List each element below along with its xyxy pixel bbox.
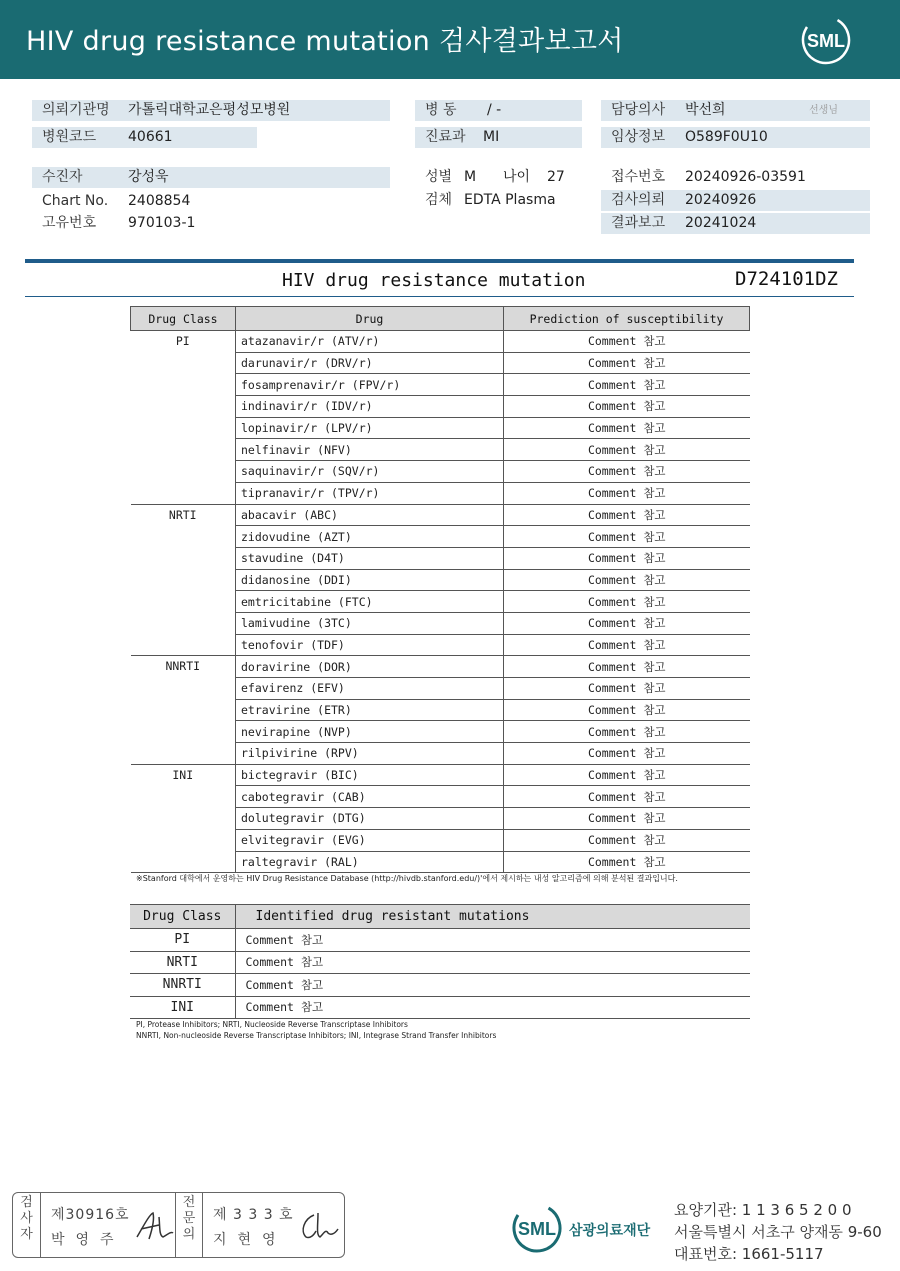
prediction-cell: Comment 참고: [504, 829, 750, 851]
request-date-label: 검사의뢰: [611, 192, 666, 208]
table-row: [131, 504, 750, 526]
drug-cell: elvitegravir (EVG): [236, 829, 504, 851]
hospital-code-field: [32, 127, 257, 148]
prediction-cell: Comment 참고: [504, 656, 750, 678]
stanford-note: ※Stanford 대학에서 운영하는 HIV Drug Resistance Database (http://hivdb.stanford.edu/)'에서 제시하는 내성 알고리즘에 의해 분석된 결과입니다.: [136, 874, 678, 883]
drug-class-cell: NRTI: [131, 504, 236, 656]
department-label: 진료과: [425, 129, 466, 145]
request-date-field: [601, 190, 870, 211]
mutation-class-cell: NRTI: [130, 951, 235, 974]
drug-cell: lopinavir/r (LPV/r): [236, 417, 504, 439]
report-code: D724101DZ: [735, 268, 838, 290]
drug-cell: indinavir/r (IDV/r): [236, 396, 504, 418]
footer-phone-line: 대표번호: 1661-5117: [674, 1245, 824, 1263]
title-rule-top: [25, 259, 854, 263]
susceptibility-table-body: [131, 331, 750, 873]
specialist-label-text: 전문의: [182, 1195, 196, 1242]
prediction-cell: Comment 참고: [504, 331, 750, 353]
drug-cell: tenofovir (TDF): [236, 634, 504, 656]
specialist-signature-icon: [296, 1207, 342, 1247]
request-date-value: 20240926: [685, 192, 757, 208]
header-logo-text: SML: [807, 31, 845, 51]
report-date-label: 결과보고: [611, 215, 666, 231]
col-header-prediction: Prediction of susceptibility: [504, 307, 750, 331]
table-row: [130, 974, 750, 997]
drug-cell: stavudine (D4T): [236, 547, 504, 569]
age-value: 27: [547, 169, 565, 185]
chart-no-field: [32, 191, 390, 212]
drug-cell: saquinavir/r (SQV/r): [236, 461, 504, 483]
mutation-table-body: [130, 929, 750, 1019]
prediction-cell: Comment 참고: [504, 786, 750, 808]
mutation-value-cell: Comment 참고: [235, 951, 750, 974]
mutation-class-cell: PI: [130, 929, 235, 952]
chart-no-label: Chart No.: [42, 193, 109, 209]
unique-id-field: [32, 213, 390, 234]
institution-label: 의뢰기관명: [42, 102, 110, 118]
specimen-value: EDTA Plasma: [464, 192, 556, 208]
ward-value: / -: [487, 102, 502, 118]
mutation-table-header: [130, 905, 750, 929]
table-row: [130, 996, 750, 1019]
title-rule-bottom: [25, 296, 854, 297]
table-row: [131, 331, 750, 353]
drug-cell: raltegravir (RAL): [236, 851, 504, 873]
tester-label: [13, 1193, 41, 1257]
prediction-cell: Comment 참고: [504, 482, 750, 504]
clinical-info-field: [601, 127, 870, 148]
report-title: HIV drug resistance mutation: [282, 270, 586, 291]
drug-cell: didanosine (DDI): [236, 569, 504, 591]
specialist-name: 지현영: [213, 1232, 287, 1248]
institution-value: 가톨릭대학교은평성모병원: [128, 102, 291, 118]
mutation-table: [130, 904, 750, 1019]
hospital-code-label: 병원코드: [42, 129, 97, 145]
drug-cell: darunavir/r (DRV/r): [236, 352, 504, 374]
footer-code-line: 요양기관: 1 1 3 6 5 2 0 0: [674, 1201, 852, 1219]
department-value: MI: [483, 129, 500, 145]
prediction-cell: Comment 참고: [504, 396, 750, 418]
prediction-cell: Comment 참고: [504, 851, 750, 873]
abbreviation-line-1: PI, Protease Inhibitors; NRTI, Nucleoside Reverse Transcriptase Inhibitors: [136, 1020, 408, 1029]
mutation-class-cell: INI: [130, 996, 235, 1019]
prediction-cell: Comment 참고: [504, 352, 750, 374]
col-header-drug-class: Drug Class: [131, 307, 236, 331]
mutation-class-cell: NNRTI: [130, 974, 235, 997]
drug-cell: emtricitabine (FTC): [236, 591, 504, 613]
sex-age-field: [415, 167, 585, 188]
prediction-cell: Comment 참고: [504, 612, 750, 634]
doctor-label: 담당의사: [611, 102, 666, 118]
col-header-drug: Drug: [236, 307, 504, 331]
chart-no-value: 2408854: [128, 193, 191, 209]
table-row: [130, 951, 750, 974]
prediction-cell: Comment 참고: [504, 721, 750, 743]
prediction-cell: Comment 참고: [504, 678, 750, 700]
specimen-label: 검체: [425, 192, 453, 208]
doctor-suffix: 선생님: [809, 105, 838, 116]
mut-col-header-mutations: Identified drug resistant mutations: [235, 905, 750, 929]
sex-label: 성별: [425, 169, 453, 185]
reception-field: [601, 167, 870, 188]
prediction-cell: Comment 참고: [504, 634, 750, 656]
prediction-cell: Comment 참고: [504, 569, 750, 591]
drug-cell: rilpivirine (RPV): [236, 743, 504, 765]
prediction-cell: Comment 참고: [504, 591, 750, 613]
prediction-cell: Comment 참고: [504, 764, 750, 786]
footer-org-name: 삼광의료재단: [569, 1223, 651, 1239]
patient-label: 수진자: [42, 169, 83, 185]
doctor-field: [601, 100, 870, 121]
prediction-cell: Comment 참고: [504, 439, 750, 461]
patient-field: [32, 167, 390, 188]
footer-address-line: 서울특별시 서초구 양재동 9-60: [674, 1223, 882, 1241]
drug-class-cell: NNRTI: [131, 656, 236, 764]
drug-cell: etravirine (ETR): [236, 699, 504, 721]
table-row: [131, 764, 750, 786]
abbreviation-notes: [136, 1019, 496, 1041]
drug-cell: abacavir (ABC): [236, 504, 504, 526]
tester-name: 박영주: [51, 1232, 125, 1248]
prediction-cell: Comment 참고: [504, 743, 750, 765]
patient-value: 강성욱: [128, 169, 169, 185]
drug-cell: efavirenz (EFV): [236, 678, 504, 700]
drug-cell: zidovudine (AZT): [236, 526, 504, 548]
mutation-value-cell: Comment 참고: [235, 929, 750, 952]
drug-cell: cabotegravir (CAB): [236, 786, 504, 808]
prediction-cell: Comment 참고: [504, 504, 750, 526]
unique-id-value: 970103-1: [128, 215, 196, 231]
mutation-value-cell: Comment 참고: [235, 974, 750, 997]
table-row: [131, 656, 750, 678]
institution-field: [32, 100, 390, 121]
unique-id-label: 고유번호: [42, 215, 97, 231]
department-field: [415, 127, 582, 148]
hospital-code-value: 40661: [128, 129, 173, 145]
drug-class-cell: INI: [131, 764, 236, 872]
tester-label-text: 검사자: [20, 1195, 33, 1242]
specimen-field: [415, 190, 585, 211]
susceptibility-table-header: [131, 307, 750, 331]
ward-label: 병 동: [425, 102, 457, 118]
clinical-info-label: 임상정보: [611, 129, 666, 145]
tester-number: 제30916호: [51, 1207, 130, 1223]
report-date-field: [601, 213, 870, 234]
reception-label: 접수번호: [611, 169, 666, 185]
report-header-title: HIV drug resistance mutation 검사결과보고서: [26, 26, 624, 57]
table-row: [130, 929, 750, 952]
age-label: 나이: [503, 169, 531, 185]
drug-cell: bictegravir (BIC): [236, 764, 504, 786]
mutation-value-cell: Comment 참고: [235, 996, 750, 1019]
doctor-value: 박선희: [685, 102, 726, 118]
specialist-number: 제 3 3 3 호: [213, 1207, 294, 1223]
ward-field: [415, 100, 582, 121]
prediction-cell: Comment 참고: [504, 547, 750, 569]
footer-logo-text: SML: [518, 1219, 556, 1239]
report-header: [0, 0, 900, 79]
drug-cell: doravirine (DOR): [236, 656, 504, 678]
prediction-cell: Comment 참고: [504, 699, 750, 721]
footer-sml-logo-icon: [511, 1202, 563, 1254]
specialist-label: [175, 1193, 203, 1257]
sml-logo-icon: [800, 14, 852, 66]
drug-cell: nelfinavir (NFV): [236, 439, 504, 461]
drug-class-cell: PI: [131, 331, 236, 505]
drug-cell: nevirapine (NVP): [236, 721, 504, 743]
susceptibility-table: [130, 306, 750, 873]
signature-box: [12, 1192, 345, 1258]
reception-value: 20240926-03591: [685, 169, 806, 185]
prediction-cell: Comment 참고: [504, 417, 750, 439]
drug-cell: tipranavir/r (TPV/r): [236, 482, 504, 504]
report-date-value: 20241024: [685, 215, 757, 231]
sex-value: M: [464, 169, 477, 185]
prediction-cell: Comment 참고: [504, 526, 750, 548]
abbreviation-line-2: NNRTI, Non-nucleoside Reverse Transcriptase Inhibitors; INI, Integrase Strand Transfer Inhibitors: [136, 1031, 497, 1040]
mut-col-header-drug-class: Drug Class: [130, 905, 235, 929]
prediction-cell: Comment 참고: [504, 374, 750, 396]
prediction-cell: Comment 참고: [504, 461, 750, 483]
prediction-cell: Comment 참고: [504, 808, 750, 830]
drug-cell: lamivudine (3TC): [236, 612, 504, 634]
drug-cell: dolutegravir (DTG): [236, 808, 504, 830]
drug-cell: atazanavir/r (ATV/r): [236, 331, 504, 353]
drug-cell: fosamprenavir/r (FPV/r): [236, 374, 504, 396]
clinical-info-value: O589F0U10: [685, 129, 768, 145]
